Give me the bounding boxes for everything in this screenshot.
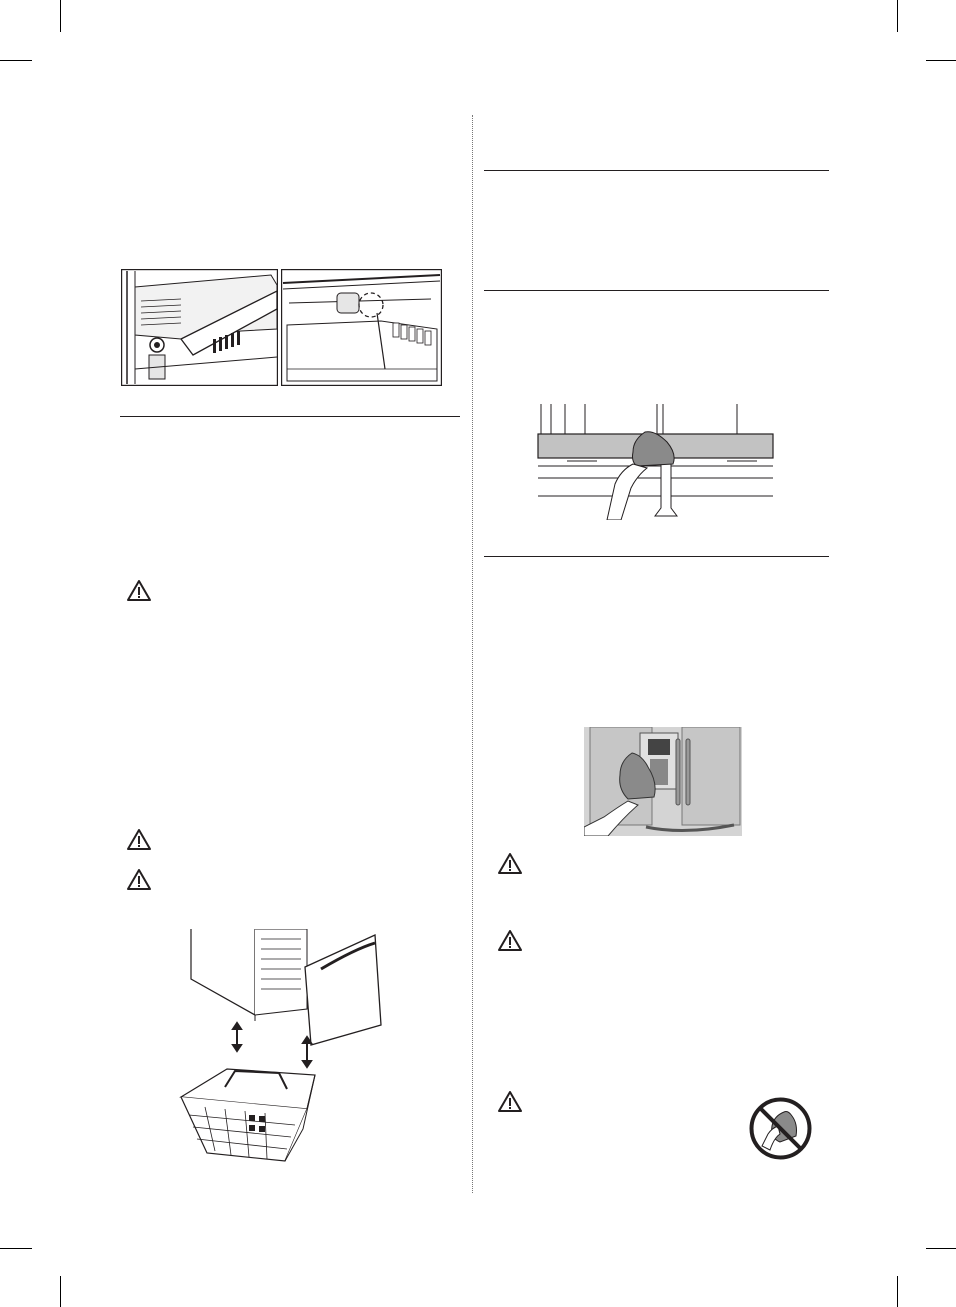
shelf-clip-illustration (281, 269, 442, 386)
section-rule (484, 170, 829, 171)
warning-triangle-icon (497, 852, 523, 875)
warning-triangle-icon (126, 868, 152, 891)
section-rule (120, 416, 460, 417)
warning-triangle-icon (126, 579, 152, 602)
door-wipe-illustration (584, 727, 742, 836)
warning-triangle-icon (126, 828, 152, 851)
section-rule (484, 556, 829, 557)
warning-triangle-icon (497, 1090, 523, 1113)
crop-mark (0, 60, 32, 61)
crop-mark (897, 1276, 898, 1307)
section-rule (484, 290, 829, 291)
crop-mark (926, 1248, 956, 1249)
shelf-wipe-illustration (537, 404, 774, 520)
crop-mark (926, 60, 956, 61)
column-divider (472, 115, 473, 1193)
basket-removal-illustration (175, 929, 387, 1167)
no-cloth-prohibition-icon (748, 1096, 813, 1161)
crop-mark (60, 0, 61, 32)
warning-triangle-icon (497, 929, 523, 952)
crop-mark (897, 0, 898, 32)
crop-mark (0, 1248, 32, 1249)
drawer-rail-illustration (121, 269, 278, 386)
crop-mark (60, 1276, 61, 1307)
